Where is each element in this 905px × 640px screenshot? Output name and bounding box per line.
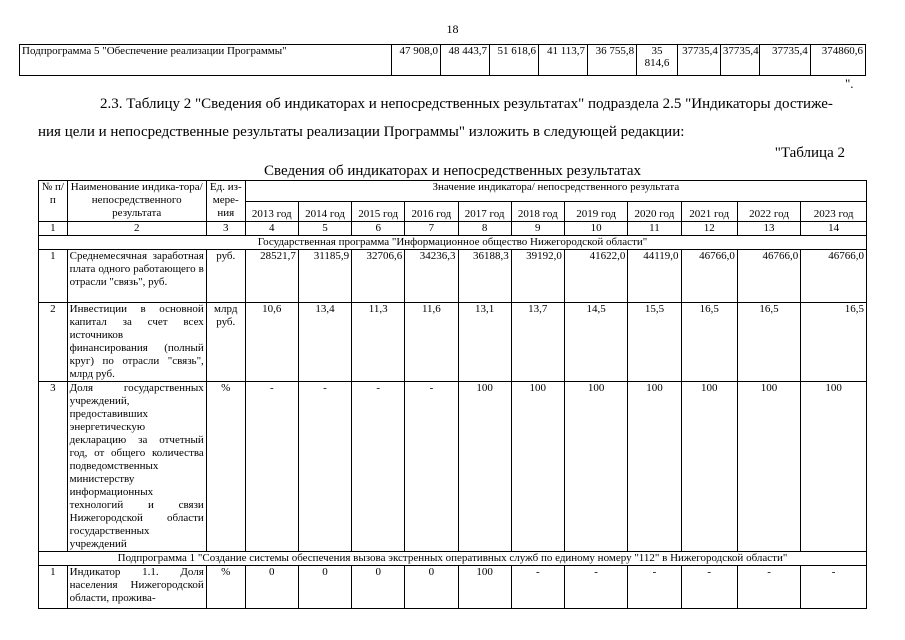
col-number: 1	[39, 222, 68, 236]
page-number: 18	[446, 22, 459, 36]
row-unit: млрд руб.	[206, 303, 245, 382]
row-value: 0	[405, 566, 458, 609]
row-value: 36188,3	[458, 250, 511, 303]
col-number: 8	[458, 222, 511, 236]
header-name: Наименование индика-тора/ непосредственного результата	[67, 181, 206, 222]
row-value: 100	[681, 382, 737, 552]
row-value: 10,6	[245, 303, 298, 382]
col-number: 6	[352, 222, 405, 236]
row-value: -	[737, 566, 800, 609]
row-name: Доля государственных учреждений, предоставивших энергетическую декларацию за отчетный год, от общего количества подведомственных министерству информационных технологий и связи Нижегородской области государственных учреждений	[67, 382, 206, 552]
row-value: 16,5	[737, 303, 800, 382]
column-number-row	[39, 222, 867, 236]
col-number: 7	[405, 222, 458, 236]
row-unit: %	[206, 382, 245, 552]
top-value: 374860,6	[810, 45, 865, 76]
header-row-1	[39, 181, 867, 202]
top-value: 37735,4	[677, 45, 720, 76]
row-num: 2	[39, 303, 68, 382]
subprogram-5-name: Подпрограмма 5 "Обеспечение реализации Программы"	[20, 45, 392, 76]
paragraph-line-2: ния цели и непосредственные результаты реализации Программы" изложить в следующей редакции:	[38, 124, 685, 140]
col-number: 9	[511, 222, 564, 236]
header-year: 2022 год	[737, 201, 800, 222]
row-num: 3	[39, 382, 68, 552]
row-value: -	[352, 382, 405, 552]
row-value: 28521,7	[245, 250, 298, 303]
row-name: Среднемесячная заработная плата одного работающего в отрасли "связь", руб.	[67, 250, 206, 303]
row-value: 0	[245, 566, 298, 609]
header-year: 2023 год	[801, 201, 867, 222]
paragraph-line-1: 2.3. Таблицу 2 "Сведения об индикаторах и непосредственных результатах" подраздела 2.5 "Индикаторы достиже-	[100, 96, 833, 112]
header-year: 2018 год	[511, 201, 564, 222]
row-value: 31185,9	[298, 250, 351, 303]
top-value: 48 443,7	[440, 45, 489, 76]
header-num: № п/п	[39, 181, 68, 222]
table-caption: Сведения об индикаторах и непосредственных результатах	[264, 163, 641, 179]
top-value: 37735,4	[759, 45, 810, 76]
col-number: 4	[245, 222, 298, 236]
section-title: Государственная программа "Информационное общество Нижегородской области"	[39, 236, 867, 250]
row-value: -	[511, 566, 564, 609]
row-value: 16,5	[801, 303, 867, 382]
row-value: 100	[511, 382, 564, 552]
row-value: 0	[352, 566, 405, 609]
row-value: -	[628, 566, 681, 609]
row-value: 100	[628, 382, 681, 552]
row-value: 16,5	[681, 303, 737, 382]
subprogram-5-row	[20, 45, 866, 76]
top-value: 35 814,6	[637, 45, 678, 76]
row-value: -	[564, 566, 627, 609]
row-value: -	[681, 566, 737, 609]
section-subprogram-1	[39, 552, 867, 566]
header-value-group: Значение индикатора/ непосредственного результата	[245, 181, 866, 202]
row-value: -	[245, 382, 298, 552]
row-value: 100	[801, 382, 867, 552]
row-value: 39192,0	[511, 250, 564, 303]
subprogram-5-table	[19, 44, 866, 76]
row-value: 100	[458, 382, 511, 552]
indicators-table	[38, 180, 867, 609]
header-year: 2021 год	[681, 201, 737, 222]
row-value: 14,5	[564, 303, 627, 382]
row-value: 11,3	[352, 303, 405, 382]
header-year: 2019 год	[564, 201, 627, 222]
col-number: 10	[564, 222, 627, 236]
row-num: 1	[39, 250, 68, 303]
amendment-paragraph	[38, 90, 868, 146]
row-value: 46766,0	[801, 250, 867, 303]
closing-quote: ".	[845, 76, 854, 91]
row-unit: руб.	[206, 250, 245, 303]
header-year: 2020 год	[628, 201, 681, 222]
top-value: 47 908,0	[391, 45, 440, 76]
table-row	[39, 566, 867, 609]
header-year: 2017 год	[458, 201, 511, 222]
top-value: 51 618,6	[489, 45, 538, 76]
row-value: -	[405, 382, 458, 552]
row-value: 100	[737, 382, 800, 552]
top-value: 41 113,7	[539, 45, 588, 76]
row-value: -	[298, 382, 351, 552]
row-value: 13,7	[511, 303, 564, 382]
col-number: 13	[737, 222, 800, 236]
table-row	[39, 303, 867, 382]
section-title: Подпрограмма 1 "Создание системы обеспечения вызова экстренных оперативных служб по единому номеру "112" в Нижегородской области"	[39, 552, 867, 566]
row-value: -	[801, 566, 867, 609]
row-value: 13,4	[298, 303, 351, 382]
table-row	[39, 250, 867, 303]
row-value: 44119,0	[628, 250, 681, 303]
row-value: 11,6	[405, 303, 458, 382]
header-year: 2013 год	[245, 201, 298, 222]
header-year: 2014 год	[298, 201, 351, 222]
header-unit: Ед. из-мере-ния	[206, 181, 245, 222]
row-value: 13,1	[458, 303, 511, 382]
col-number: 14	[801, 222, 867, 236]
row-value: 46766,0	[681, 250, 737, 303]
row-name: Индикатор 1.1. Доля населения Нижегородской области, прожива-	[67, 566, 206, 609]
row-value: 32706,6	[352, 250, 405, 303]
row-value: 34236,3	[405, 250, 458, 303]
top-value: 36 755,8	[588, 45, 637, 76]
col-number: 12	[681, 222, 737, 236]
table-label: "Таблица 2	[774, 145, 845, 161]
row-unit: %	[206, 566, 245, 609]
col-number: 2	[67, 222, 206, 236]
row-name: Инвестиции в основной капитал за счет всех источников финансирования (полный круг) по отрасли "связь", млрд руб.	[67, 303, 206, 382]
col-number: 5	[298, 222, 351, 236]
section-state-program	[39, 236, 867, 250]
table-row	[39, 382, 867, 552]
top-value: 37735,4	[720, 45, 759, 76]
header-year: 2015 год	[352, 201, 405, 222]
row-value: 100	[458, 566, 511, 609]
row-value: 15,5	[628, 303, 681, 382]
row-value: 41622,0	[564, 250, 627, 303]
row-value: 100	[564, 382, 627, 552]
row-value: 46766,0	[737, 250, 800, 303]
row-num: 1	[39, 566, 68, 609]
header-year: 2016 год	[405, 201, 458, 222]
col-number: 3	[206, 222, 245, 236]
row-value: 0	[298, 566, 351, 609]
col-number: 11	[628, 222, 681, 236]
